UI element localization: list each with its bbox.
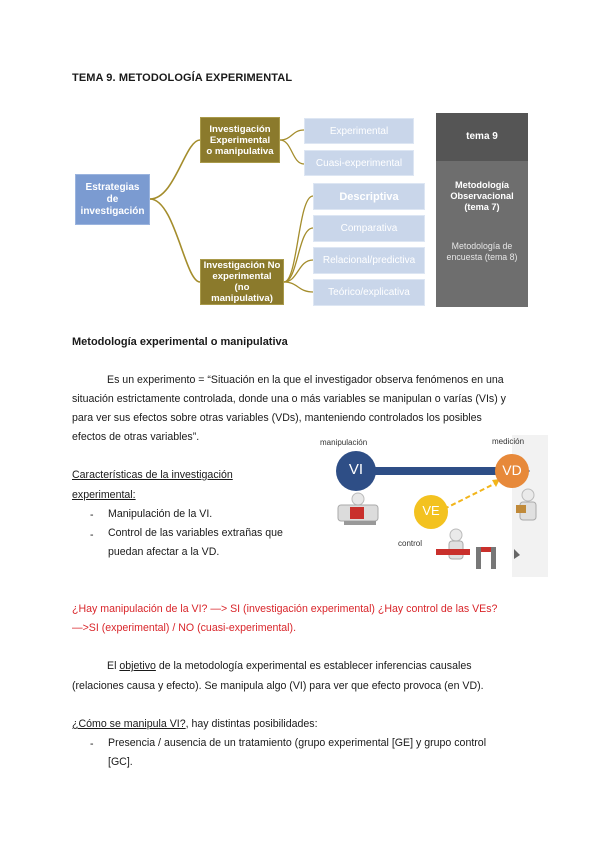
objective-line-1 [107,657,472,677]
how-question: ¿Cómo se manipula VI? [72,718,186,730]
intro-line-3: para ver sus efectos sobre otras variables (VDs), manteniendo controlados los posibles [72,412,482,424]
characteristic-item-2: Control de las variables extrañas que [108,527,283,539]
how-line [72,715,318,735]
objective-post: de la metodología experimental es establecer inferencias causales [155,660,472,672]
intro-line-4: efectos de otras variables”. [72,431,200,443]
label-control: control [398,539,423,548]
node-non-experimental-research: Investigación No experimental (no manipulativa) [200,259,284,305]
leaf-cuasi-experimental: Cuasi-experimental [304,150,414,176]
root-node-strategies: Estrategias de investigación [75,174,150,225]
label-vi: VI [348,461,364,478]
label-medicion: medición [492,437,525,446]
label-encuesta: Metodología de encuesta (tema 8) [446,241,518,262]
bullet-dash: - [90,529,94,541]
bullet-dash: - [90,509,94,521]
leaf-teorico-explicativa: Teórico/explicativa [313,279,425,306]
objective-word: objetivo [119,660,156,672]
label-observational: Metodología Observacional (tema 7) [450,180,514,212]
objective-pre: El [107,660,120,672]
bullet-dash: - [90,738,94,750]
intro-line-1: Es un experimento = “Situación en la que el investigador observa fenómenos en una [107,374,504,386]
how-item-1-cont: [GC]. [108,756,133,768]
label-manipulacion: manipulación [320,438,368,447]
label-ve: VE [422,503,440,518]
characteristic-item-2-cont: puedan afectar a la VD. [108,546,220,558]
how-rest: , hay distintas posibilidades: [185,718,318,730]
leaf-relacional-predictiva: Relacional/predictiva [313,247,425,274]
page-title: TEMA 9. METODOLOGÍA EXPERIMENTAL [72,72,293,84]
intro-line-2: situación estrictamente controlada, donde una o más variables se manipulan o varías (VIs) y [72,393,506,405]
objective-line-2: (relaciones causa y efecto). Se manipula algo (VI) para ver que efecto provoca (en VD). [72,680,484,692]
label-tema-9: tema 9 [466,131,498,142]
how-item-1: Presencia / ausencia de un tratamiento (grupo experimental [GE] y grupo control [108,737,487,749]
characteristic-item-1: Manipulación de la VI. [108,508,213,520]
vi-vd-illustration [316,435,548,577]
red-question-line-1: ¿Hay manipulación de la VI? —> SI (investigación experimental) ¿Hay control de las VEs? [72,603,498,615]
leaf-comparativa: Comparativa [313,215,425,242]
label-vd: VD [502,462,522,478]
node-experimental-research: Investigación Experimental o manipulativa [200,117,280,163]
leaf-experimental: Experimental [304,118,414,144]
red-question-line-2: —>SI (experimental) / NO (cuasi-experimental). [72,622,297,634]
section-heading: Metodología experimental o manipulativa [72,336,288,348]
characteristics-heading-line-2: experimental: [72,489,136,501]
leaf-descriptiva: Descriptiva [313,183,425,210]
characteristics-heading-line-1: Características de la investigación [72,469,233,481]
